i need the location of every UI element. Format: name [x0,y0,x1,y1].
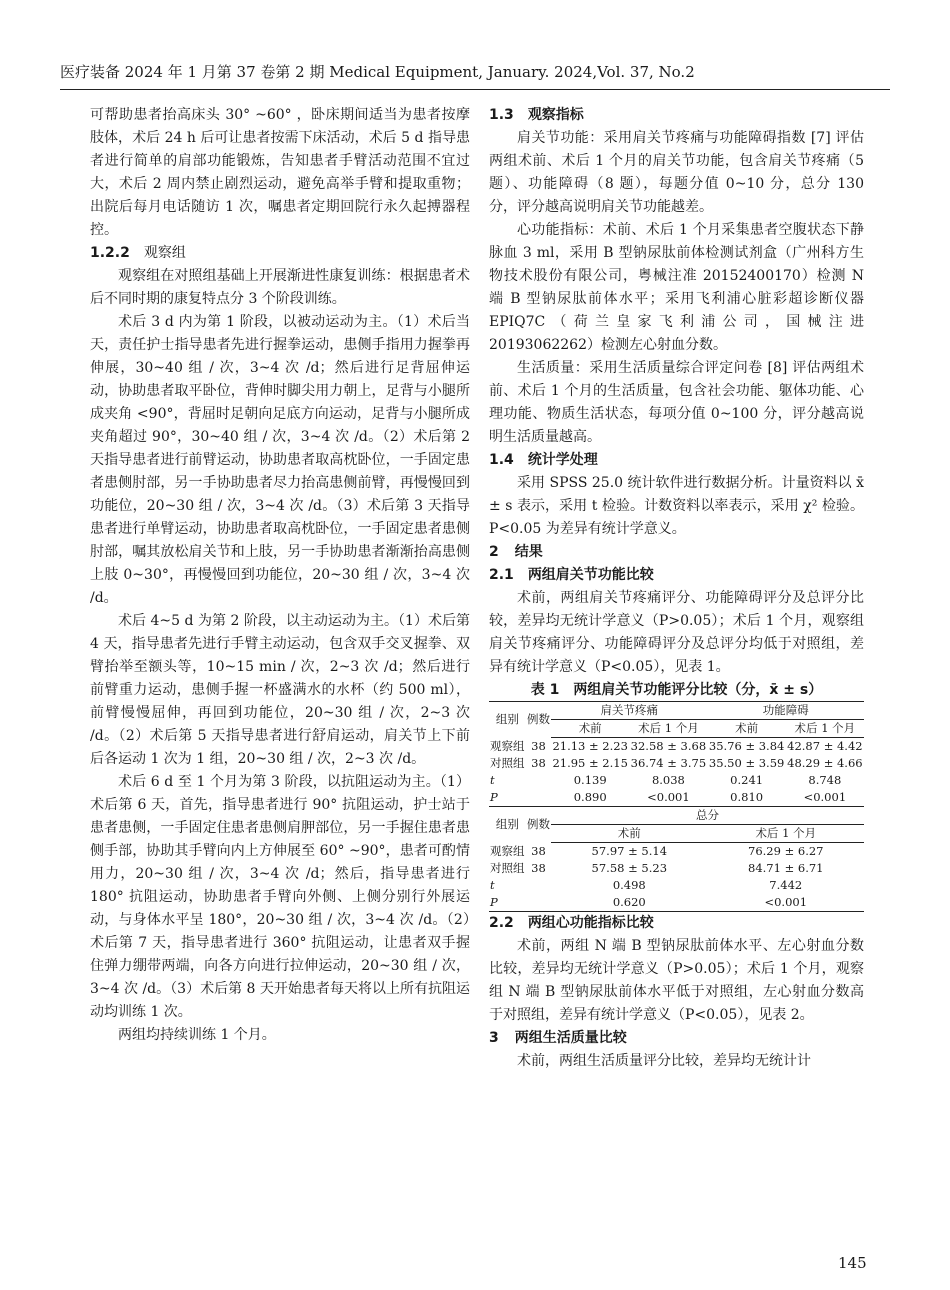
paragraph-quality-of-life: 生活质量：采用生活质量综合评定问卷 [8] 评估两组术前、术后 1 个月的生活质量，包含社会功能、躯体功能、心理功能、物质生活状态，每项分值 0~100 分，评分越高说明生活质量越高。 [489,360,864,445]
section-2-1-heading: 2.1 两组肩关节功能比较 [489,567,654,583]
table-row: 对照组 38 21.95 ± 2.15 36.74 ± 3.75 35.50 ± 3.59 48.29 ± 4.66 [490,756,863,770]
table-row-p: P 0.890 <0.001 0.810 <0.001 [489,789,864,807]
paragraph-heart-function: 心功能指标：术前、术后 1 个月采集患者空腹状态下静脉血 3 ml，采用 B 型钠尿肽前体检测试剂盒（广州科方生物技术股份有限公司，粤械注准 20152400170）检测 N 端 B 型钠尿肽前体水平；采用飞利浦心脏彩超诊断仪器 EPIQ7C（荷兰皇家飞利浦公司，国械注进 20193062262）检测左心射血分数。 [489,222,864,353]
table-row: 观察组 38 21.13 ± 2.23 32.58 ± 3.68 35.76 ± 3.84 42.87 ± 4.42 [490,738,863,753]
section-2-2-heading: 2.2 两组心功能指标比较 [489,915,654,931]
section-2-heading: 2 结果 [489,544,543,560]
paragraph-observation: 观察组在对照组基础上开展渐进性康复训练：根据患者术后不同时期的康复特点分 3 个阶段训练。 [90,268,470,307]
table-header-n: 例数 [526,817,550,832]
paragraph-shoulder-function: 肩关节功能：采用肩关节疼痛与功能障碍指数 [7] 评估两组术前、术后 1 个月的肩关节功能，包含肩关节疼痛（5 题）、功能障碍（8 题），每题分值 0~10 分，总分 130 分，评分越高说明肩关节功能越差。 [489,130,864,215]
paragraph-stage-3: 术后 6 d 至 1 个月为第 3 阶段，以抗阻运动为主。（1）术后第 6 天，首先，指导患者进行 90° 抗阻运动，护士站于患者患侧，一手固定住患者患侧肩胛部位，另一手握住患者患侧手部，协助其手臂向内上方伸展至 60° ~90°，患者可酌情用力，20~30 组 / 次，3~4 次 /d；然后，指导患者进行 180° 抗阻运动，协助患者手臂向外侧、上侧分别行外展运动，与身体水平呈 180°，20~30 组 / 次，3~4 次 /d。（2）术后第 7 天，指导患者进行 360° 抗阻运动，让患者双手握住弹力绷带两端，向各方向进行拉伸运动，20~30 组 / 次，3~4 次 /d。（3）术后第 8 天开始患者每天将以上所有抗阻运动均训练 1 次。 [90,774,470,1020]
table-row: 观察组 38 57.97 ± 5.14 76.29 ± 6.27 [490,843,824,858]
table-header-pre: 术前 [551,825,707,843]
section-1-2-2-heading: 1.2.2 观察组 [90,245,186,261]
paragraph-both-groups: 两组均持续训练 1 个月。 [118,1027,276,1043]
page-number: 145 [838,1254,867,1272]
table-header-group: 组别 [489,702,526,738]
table-header-pain: 肩关节疼痛 [551,702,707,720]
table-header-pre: 术前 [551,720,629,738]
table-1-caption: 表 1 两组肩关节功能评分比较（分，x̄ ± s） [530,682,823,698]
table-row: 对照组 38 57.58 ± 5.23 84.71 ± 6.71 [490,861,824,875]
table-row-t: t 0.139 8.038 0.241 8.748 [490,773,842,787]
paragraph-stage-1: 术后 3 d 内为第 1 阶段，以被动运动为主。（1）术后当天，责任护士指导患者先进行握拳运动，患侧手指用力握拳再伸展，30~40 组 / 次，3~4 次 /d；然后进行足背屈伸运动，协助患者取平卧位，背伸时脚尖用力朝上，足背与小腿所成夹角 <90°，背屈时足朝向足底方向运动，足背与小腿所成夹角超过 90°，30~40 组 / 次，3~4 次 /d。（2）术后第 2 天指导患者进行前臂运动，协助患者取高枕卧位，一手固定患者患侧肘部，另一手协助患者尽力抬高患侧前臂，再慢慢回到功能位，20~30 组 / 次，3~4 次 /d。（3）术后第 3 天指导患者进行单臂运动，协助患者取高枕卧位，一手固定患者患侧肘部，嘱其放松肩关节和上肢，另一手协助患者渐渐抬高患侧上肢 0~30°，再慢慢回到功能位，20~30 组 / 次，3~4 次 /d。 [90,314,470,606]
section-1-3-heading: 1.3 观察指标 [489,107,584,123]
paragraph-results-2-1: 术前，两组肩关节疼痛评分、功能障碍评分及总评分比较，差异均无统计学意义（P>0.05）；术后 1 个月，观察组肩关节疼痛评分、功能障碍评分及总评分均低于对照组，差异有统计学意义（P<0.05），见表 1。 [489,590,864,675]
table-header-post: 术后 1 个月 [629,720,707,738]
paragraph-statistics: 采用 SPSS 25.0 统计软件进行数据分析。计量资料以 x̄ ± s 表示，采用 t 检验。计数资料以率表示，采用 χ² 检验。P<0.05 为差异有统计学意义。 [489,475,864,537]
table-1 [489,701,864,912]
paragraph-results-2-2: 术前，两组 N 端 B 型钠尿肽前体水平、左心射血分数比较，差异均无统计学意义（P>0.05）；术后 1 个月，观察组 N 端 B 型钠尿肽前体水平低于对照组，左心射血分数高于对照组，差异有统计学意义（P<0.05），见表 2。 [489,938,864,1023]
table-header-post: 术后 1 个月 [708,825,864,843]
table-header-group: 组别 [495,817,519,832]
section-3-heading: 3 两组生活质量比较 [489,1030,627,1046]
paragraph-intro: 可帮助患者抬高床头 30° ~60° ，卧床期间适当为患者按摩肢体，术后 24 h 后可让患者按需下床活动，术后 5 d 指导患者进行简单的肩部功能锻炼，告知患者手臂活动范围不宜过大，术后 2 周内禁止剧烈运动，避免高举手臂和提取重物；出院后每月电话随访 1 次，嘱患者定期回院行永久起搏器程控。 [90,107,470,238]
paragraph-stage-2: 术后 4~5 d 为第 2 阶段，以主动运动为主。（1）术后第 4 天，指导患者先进行手臂主动运动，包含双手交叉握拳、双臂抬举至额头等，10~15 min / 次，2~3 次 /d；然后进行前臂重力运动，患侧手握一杯盛满水的水杯（约 500 ml），前臂慢慢屈伸，再回到功能位，20~30 组 / 次，2~3 次 /d。（2）术后第 5 天指导患者进行舒肩运动，肩关节上下前后各运动 1 次为 1 组，20~30 组 / 次，2~3 次 /d。 [90,613,470,767]
right-column [489,104,864,1073]
table-header-post: 术后 1 个月 [786,720,864,738]
table-header-total: 总分 [551,807,864,825]
left-column [90,104,470,1047]
running-header: 医疗装备 2024 年 1 月第 37 卷第 2 期 Medical Equipment, January. 2024,Vol. 37, No.2 [60,62,890,90]
table-row-p: P 0.620 <0.001 [489,894,864,912]
table-header-pre: 术前 [708,720,786,738]
table-row-t: t 0.498 7.442 [490,878,803,892]
table-header-n: 例数 [526,702,551,738]
table-header-function: 功能障碍 [708,702,864,720]
paragraph-results-3: 术前，两组生活质量评分比较，差异均无统计计 [517,1053,811,1069]
section-1-4-heading: 1.4 统计学处理 [489,452,598,468]
